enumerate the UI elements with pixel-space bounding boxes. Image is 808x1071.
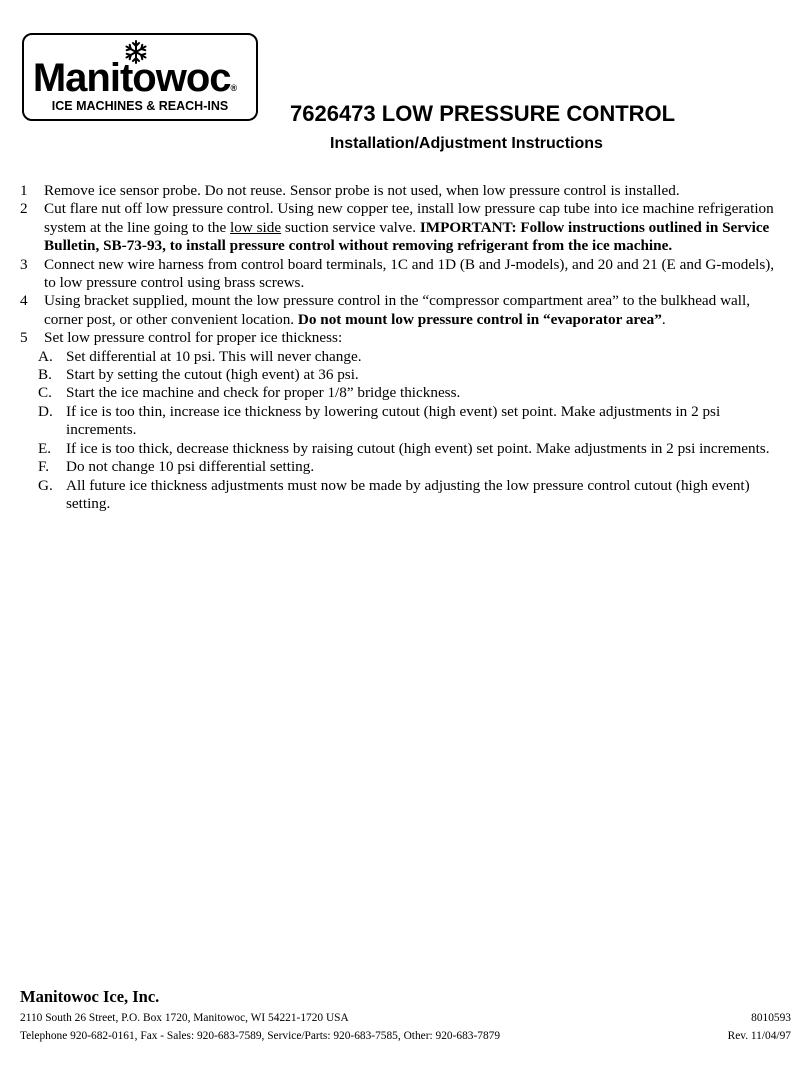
substep-letter: F. <box>38 458 50 476</box>
step-text: Set low pressure control for proper ice thickness: <box>44 329 343 347</box>
substep-letter: C. <box>38 384 52 402</box>
substep-letter: A. <box>38 347 53 365</box>
logo-wordmark: Manitowoc® <box>32 56 238 100</box>
step-4 <box>20 292 786 329</box>
substep-e <box>20 440 786 458</box>
step-1 <box>20 182 786 200</box>
footer <box>20 987 791 1044</box>
substep-b <box>20 366 786 384</box>
step-3 <box>20 256 786 293</box>
step-text-cont: suction service valve. <box>281 218 420 236</box>
important-note: IMPORTANT: Follow instructions outlined in Service Bulletin, SB-73-93, to install pressure control without removing refrigerant from the ice machine. <box>44 218 770 255</box>
step-number: 3 <box>20 255 28 273</box>
warning-note: Do not mount low pressure control in “evaporator area” <box>297 310 662 328</box>
step-text: Connect new wire harness from control board terminals, 1C and 1D (B and J-models), and 20 and 21 (E and G-models), to low pressure control using brass screws. <box>44 255 775 292</box>
step-number: 5 <box>20 329 28 347</box>
underlined-text: low side <box>230 218 282 236</box>
phone-numbers: Telephone 920-682-0161, Fax - Sales: 920-683-7589, Service/Parts: 920-683-7585, Other: 920-683-7879 <box>20 1030 501 1042</box>
substep-text: Start the ice machine and check for proper 1/8” bridge thickness. <box>66 384 461 402</box>
step-number: 4 <box>20 292 28 310</box>
address: 2110 South 26 Street, P.O. Box 1720, Manitowoc, WI 54221-1720 USA <box>20 1012 349 1024</box>
registered-mark: ® <box>230 83 238 93</box>
step-5 <box>20 329 786 347</box>
substep-text: All future ice thickness adjustments must now be made by adjusting the low pressure control cutout (high event) setting. <box>66 476 750 512</box>
step-text: Cut flare nut off low pressure control. Using new copper tee, install low pressure cap tube into ice machine refrigeration system at the line going to the <box>44 200 774 236</box>
step-number: 1 <box>20 182 28 199</box>
substep-d <box>20 403 786 440</box>
substep-text: If ice is too thick, decrease thickness by raising cutout (high event) set point. Make adjustments in 2 psi increments. <box>66 439 770 457</box>
revision-date: Rev. 11/04/97 <box>727 1030 791 1042</box>
substep-text: Start by setting the cutout (high event) at 36 psi. <box>66 366 359 384</box>
substep-g <box>20 477 786 514</box>
substep-text: Do not change 10 psi differential setting. <box>66 458 315 476</box>
step-text-end: . <box>661 310 666 328</box>
step-number: 2 <box>20 200 28 218</box>
document-title: 7626473 LOW PRESSURE CONTROL <box>290 101 676 126</box>
manitowoc-logo <box>22 33 258 121</box>
phone-row <box>20 1028 791 1044</box>
step-text: Remove ice sensor probe. Do not reuse. Sensor probe is not used, when low pressure control is installed. <box>44 182 680 199</box>
substep-f <box>20 458 786 476</box>
substep-letter: B. <box>38 366 52 384</box>
document-number: 8010593 <box>751 1012 791 1024</box>
substep-letter: G. <box>38 476 53 494</box>
step-2 <box>20 200 786 255</box>
substep-text: Set differential at 10 psi. This will never change. <box>66 347 362 365</box>
company-name: Manitowoc Ice, Inc. <box>20 987 160 1006</box>
logo-tagline: ICE MACHINES & REACH-INS <box>51 99 229 113</box>
substep-letter: D. <box>38 402 53 420</box>
substep-text: If ice is too thin, increase ice thickness by lowering cutout (high event) set point. Make adjustments in 2 psi increments. <box>66 402 721 439</box>
step-text: Using bracket supplied, mount the low pressure control in the “compressor compartment area” to the bulkhead wall, corner post, or other convenient location. <box>44 292 751 328</box>
substep-c <box>20 384 786 402</box>
document-subtitle: Installation/Adjustment Instructions <box>330 135 603 152</box>
instructions <box>20 182 786 513</box>
substep-letter: E. <box>38 439 52 457</box>
substep-a <box>20 348 786 366</box>
address-row <box>20 1010 791 1026</box>
